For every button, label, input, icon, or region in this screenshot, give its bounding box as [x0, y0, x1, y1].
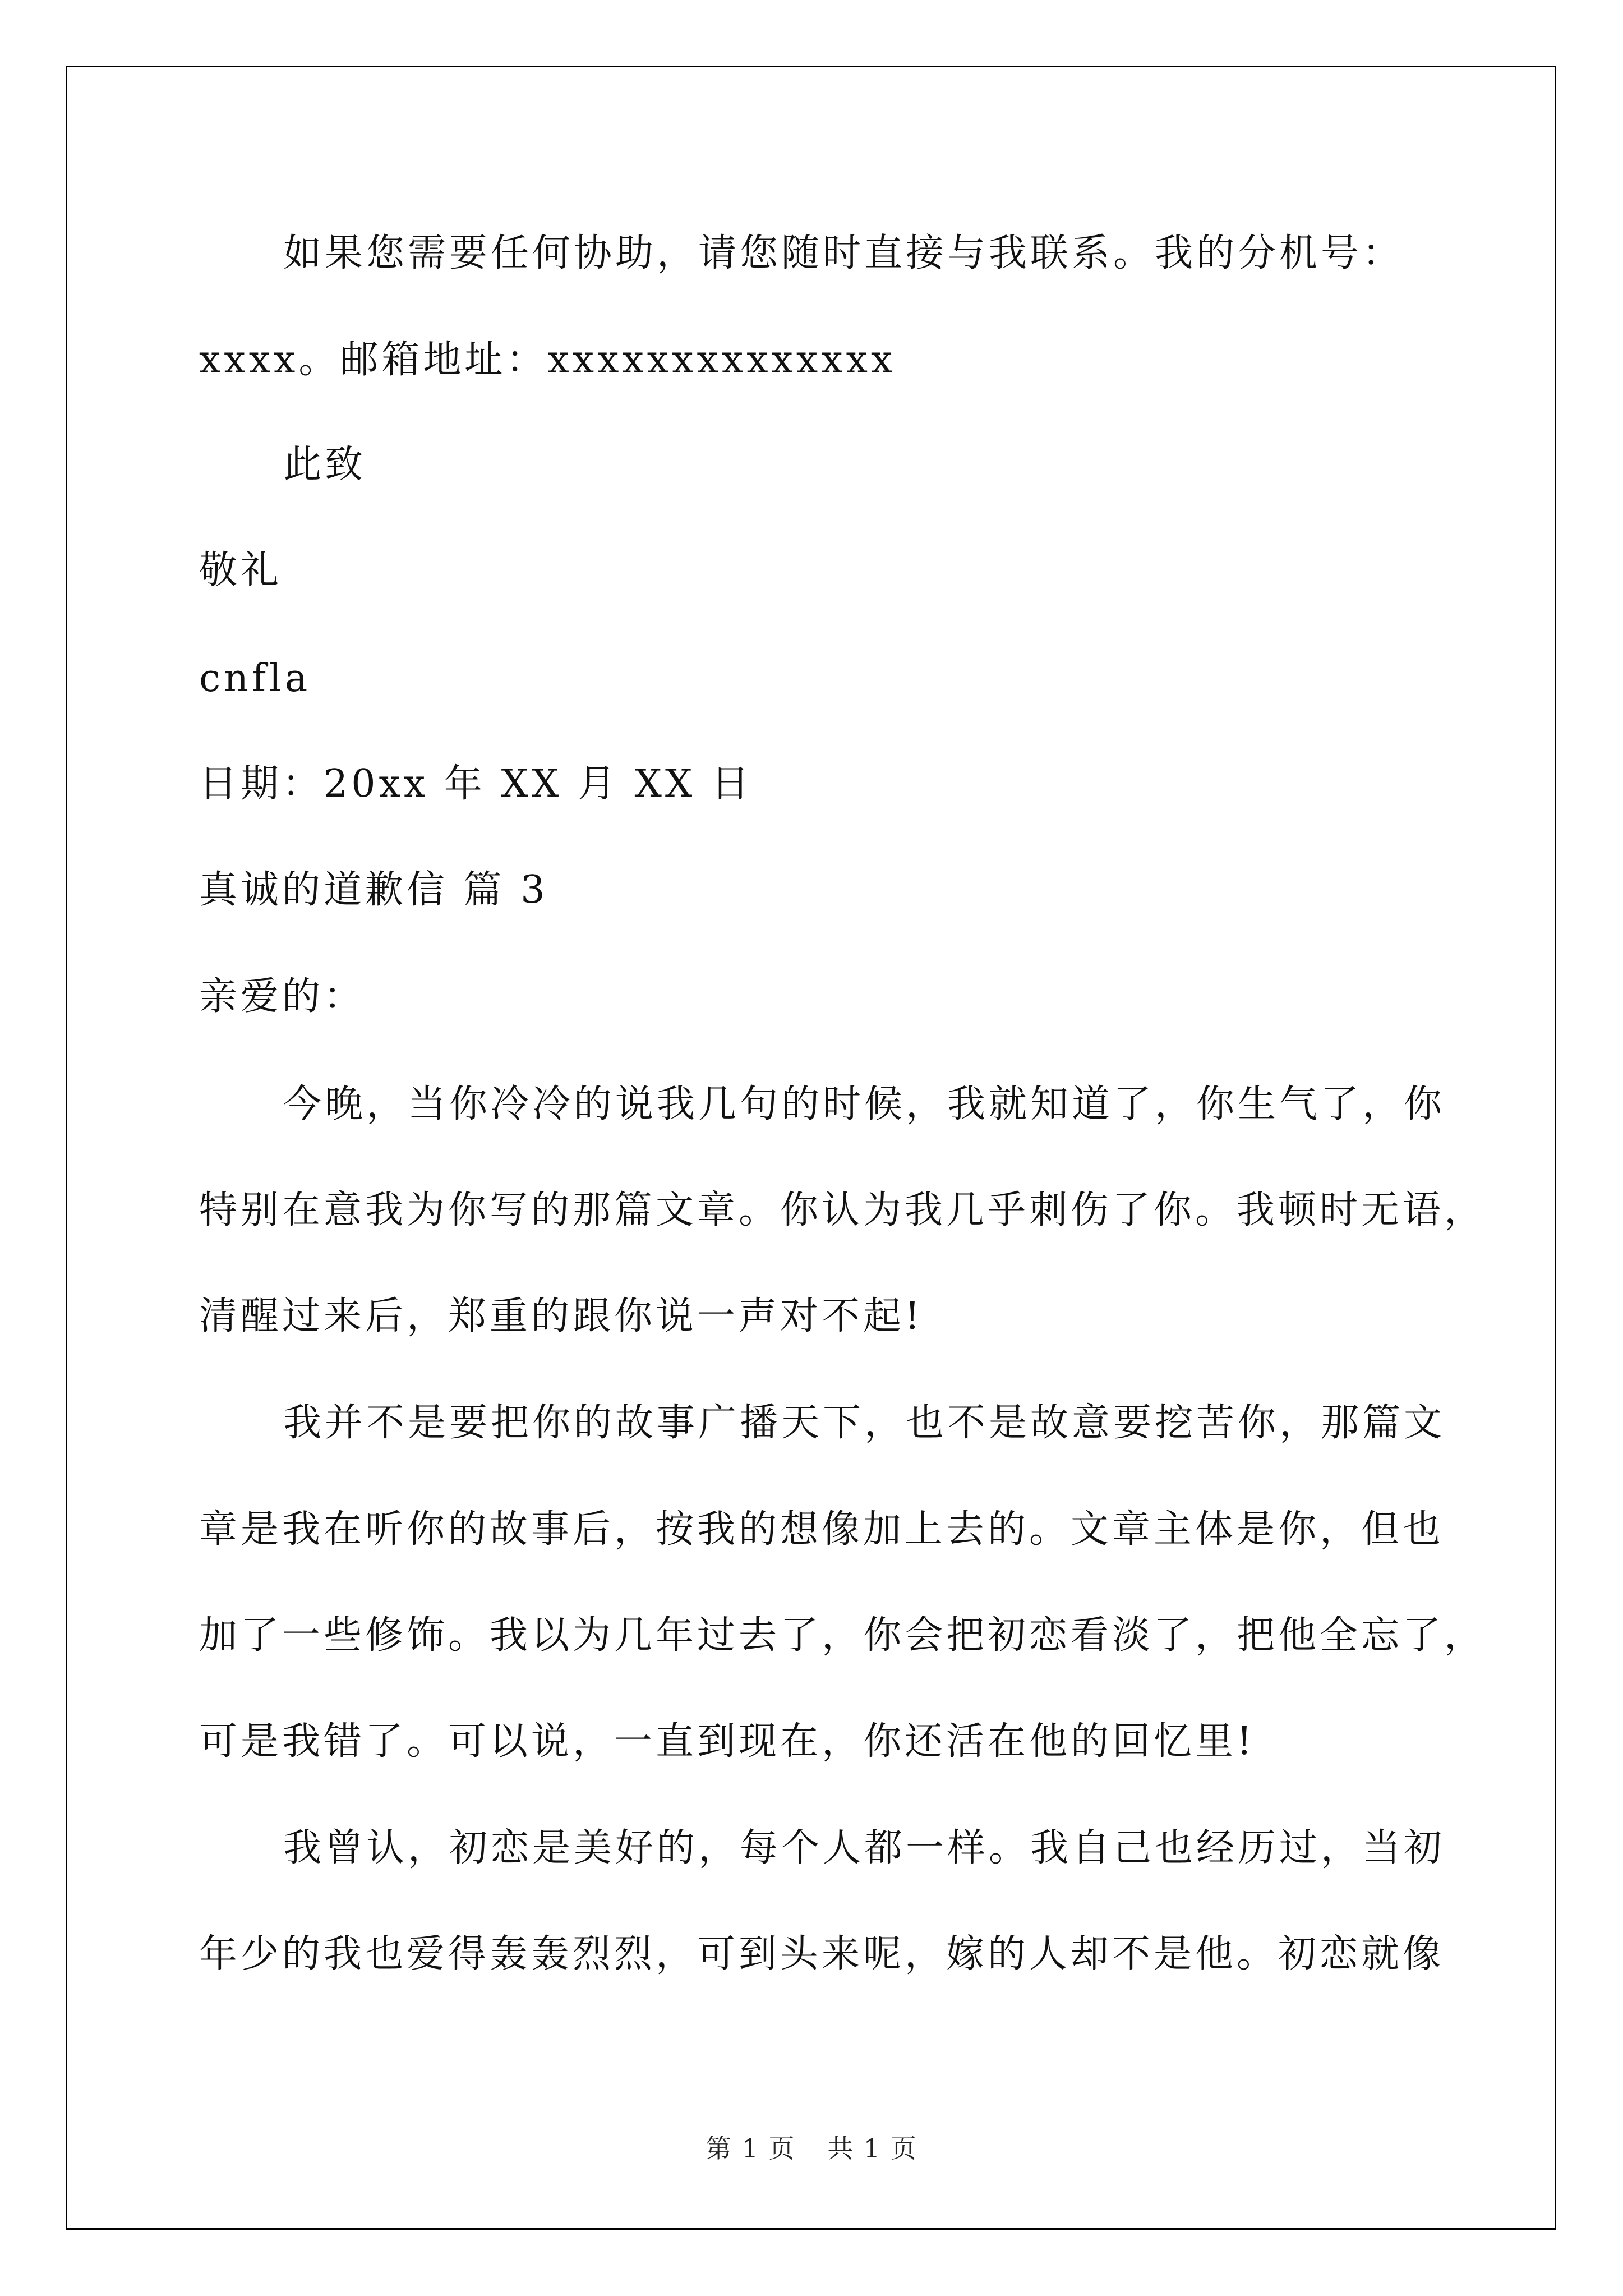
- paragraph-line: 如果您需要任何协助，请您随时直接与我联系。我的分机号：: [283, 231, 1404, 275]
- date-line: 日期：20xx 年 XX 月 XX 日: [199, 762, 753, 806]
- salutation-line: 亲爱的：: [199, 974, 366, 1019]
- paragraph-line: 今晚，当你冷冷的说我几句的时候，我就知道了，你生气了，你: [283, 1082, 1446, 1126]
- page-border: [66, 66, 1556, 2230]
- paragraph-line: 我并不是要把你的故事广播天下，也不是故意要挖苦你，那篇文: [283, 1401, 1446, 1445]
- paragraph-line: 可是我错了。可以说，一直到现在，你还活在他的回忆里!: [199, 1719, 1256, 1764]
- page-total: 共 1 页: [827, 2133, 917, 2164]
- paragraph-line: xxxx。邮箱地址：xxxxxxxxxxxxxx: [199, 338, 896, 382]
- paragraph-line: 特别在意我为你写的那篇文章。你认为我几乎刺伤了你。我顿时无语，: [199, 1188, 1486, 1232]
- paragraph-line: 我曾认，初恋是美好的，每个人都一样。我自己也经历过，当初: [283, 1826, 1446, 1870]
- closing-line: 敬礼: [199, 548, 283, 592]
- signature-line: cnfla: [199, 656, 311, 701]
- paragraph-line: 清醒过来后，郑重的跟你说一声对不起!: [199, 1294, 924, 1338]
- paragraph-line: 章是我在听你的故事后，按我的想像加上去的。文章主体是你，但也: [199, 1507, 1445, 1552]
- section-title: 真诚的道歉信 篇 3: [199, 868, 548, 912]
- page-number: 第 1 页: [706, 2133, 796, 2164]
- paragraph-line: 加了一些修饰。我以为几年过去了，你会把初恋看淡了，把他全忘了，: [199, 1613, 1486, 1658]
- closing-line: 此致: [283, 443, 367, 487]
- paragraph-line: 年少的我也爱得轰轰烈烈，可到头来呢，嫁的人却不是他。初恋就像: [199, 1932, 1445, 1976]
- page-footer: [0, 2133, 1623, 2164]
